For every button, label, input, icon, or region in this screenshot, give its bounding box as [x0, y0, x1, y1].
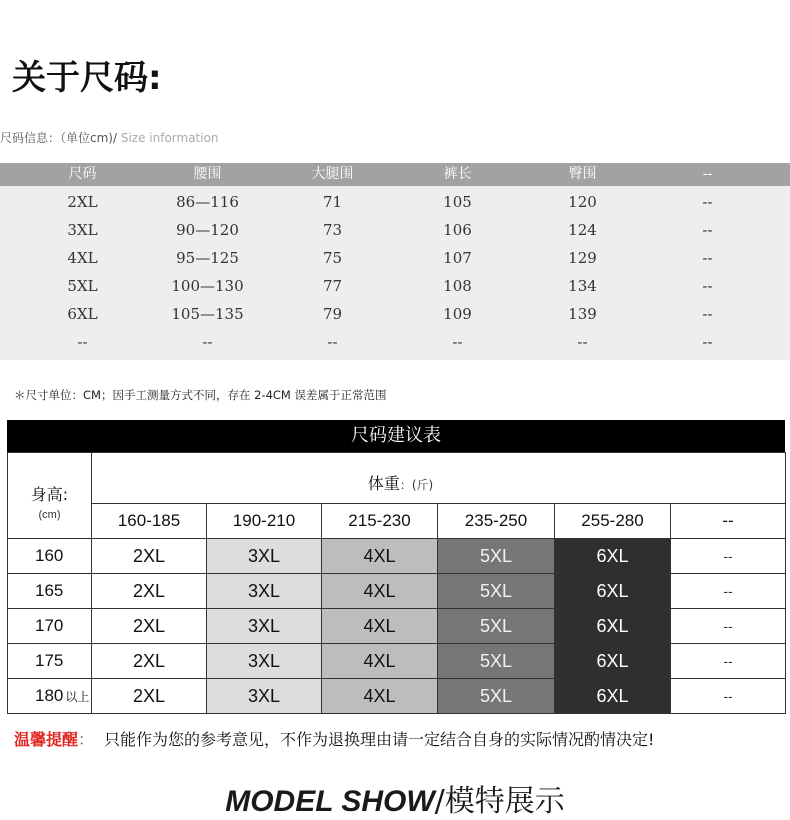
- height-row: [8, 679, 786, 714]
- size-table-header: [0, 163, 790, 186]
- header-extra: --: [702, 166, 713, 182]
- hip-cell: 134: [568, 277, 597, 295]
- header-thigh: 大腿围: [311, 166, 354, 182]
- height-value: 180: [35, 686, 64, 705]
- height-value: 175: [8, 644, 92, 679]
- size-cell: 3XL: [67, 221, 98, 239]
- size-cell: 6XL: [555, 644, 671, 679]
- extra-cell: --: [702, 333, 713, 351]
- thigh-cell: 71: [322, 193, 343, 211]
- height-row: [8, 539, 786, 574]
- length-cell: 108: [443, 277, 472, 295]
- size-cell: 2XL: [92, 574, 207, 609]
- length-cell: 107: [443, 249, 472, 267]
- size-info-english: Size information: [120, 131, 219, 145]
- hip-cell: 129: [568, 249, 597, 267]
- size-table-row: [20, 216, 770, 244]
- size-cell: 5XL: [67, 277, 98, 295]
- height-value: 160: [8, 539, 92, 574]
- height-header-cell: [8, 453, 92, 539]
- model-show-cn: /模特展示: [434, 784, 565, 819]
- size-table-header-row: [20, 163, 770, 186]
- recommend-top-row: [8, 453, 786, 504]
- weight-range-header: 235-250: [438, 504, 555, 539]
- size-cell: 2XL: [92, 679, 207, 714]
- reminder-text: 只能作为您的参考意见，不作为退换理由请一定结合自身的实际情况酌情决定!: [104, 730, 655, 749]
- size-cell: 4XL: [322, 644, 438, 679]
- waist-cell: 100—130: [171, 277, 244, 295]
- height-value-cell: [8, 679, 92, 714]
- height-row: [8, 609, 786, 644]
- hip-cell: 139: [568, 305, 597, 323]
- size-info-label: 尺码信息：（单位cm)/: [0, 131, 121, 145]
- size-table-row: [20, 272, 770, 300]
- weight-header-cell: [92, 453, 786, 504]
- weight-range-header: --: [671, 504, 786, 539]
- header-size: 尺码: [68, 166, 97, 182]
- extra-cell: --: [702, 193, 713, 211]
- thigh-cell: 75: [322, 249, 343, 267]
- size-cell: --: [671, 679, 786, 714]
- hip-cell: 124: [568, 221, 597, 239]
- size-cell: 5XL: [438, 609, 555, 644]
- extra-cell: --: [702, 305, 713, 323]
- size-cell: 4XL: [322, 609, 438, 644]
- page-title: 关于尺码:: [12, 58, 162, 98]
- size-table-row: [20, 328, 770, 356]
- reminder-label-group: [14, 730, 94, 750]
- recommend-title: 尺码建议表: [7, 420, 785, 452]
- hip-cell: --: [577, 333, 588, 351]
- size-cell: 6XL: [555, 574, 671, 609]
- waist-cell: 105—135: [171, 305, 244, 323]
- length-cell: --: [452, 333, 463, 351]
- height-row: [8, 574, 786, 609]
- reminder-label: 温馨提醒: [14, 730, 79, 749]
- height-value: 165: [8, 574, 92, 609]
- waist-cell: --: [202, 333, 213, 351]
- height-row: [8, 644, 786, 679]
- weight-range-row: [8, 504, 786, 539]
- height-label: 身高:: [30, 485, 69, 504]
- size-table-row: [20, 300, 770, 328]
- header-length: 裤长: [443, 166, 472, 182]
- recommend-table: [7, 452, 786, 714]
- size-table-row: [20, 244, 770, 272]
- size-cell: 5XL: [438, 644, 555, 679]
- model-show-heading: [0, 785, 790, 819]
- size-cell: 2XL: [67, 193, 98, 211]
- size-cell: 3XL: [207, 539, 322, 574]
- weight-range-header: 190-210: [207, 504, 322, 539]
- height-suffix: 以上: [65, 690, 90, 704]
- size-info-line: [0, 130, 219, 146]
- thigh-cell: --: [327, 333, 338, 351]
- length-cell: 106: [443, 221, 472, 239]
- size-cell: 3XL: [207, 644, 322, 679]
- size-cell: 3XL: [207, 679, 322, 714]
- weight-range-header: 255-280: [555, 504, 671, 539]
- height-value: 170: [8, 609, 92, 644]
- extra-cell: --: [702, 249, 713, 267]
- weight-range-header: 160-185: [92, 504, 207, 539]
- size-cell: 6XL: [555, 609, 671, 644]
- size-cell: 2XL: [92, 539, 207, 574]
- thigh-cell: 73: [322, 221, 343, 239]
- length-cell: 105: [443, 193, 472, 211]
- size-table: [0, 163, 790, 360]
- extra-cell: --: [702, 277, 713, 295]
- height-unit: (cm): [38, 509, 61, 521]
- size-cell: --: [671, 609, 786, 644]
- weight-label: 体重: [367, 473, 400, 493]
- size-cell: 2XL: [92, 644, 207, 679]
- header-hip: 臀围: [568, 166, 597, 182]
- thigh-cell: 79: [322, 305, 343, 323]
- size-cell: --: [77, 333, 88, 351]
- hip-cell: 120: [568, 193, 597, 211]
- size-cell: 6XL: [67, 305, 98, 323]
- thigh-cell: 77: [322, 277, 343, 295]
- weight-unit: ：(斤): [399, 477, 434, 492]
- weight-range-header: 215-230: [322, 504, 438, 539]
- extra-cell: --: [702, 221, 713, 239]
- size-cell: --: [671, 539, 786, 574]
- size-cell: --: [671, 644, 786, 679]
- size-cell: 5XL: [438, 574, 555, 609]
- header-waist: 腰围: [193, 166, 222, 182]
- size-cell: 4XL: [67, 249, 98, 267]
- measurement-note: ＊尺寸单位：CM；因手工测量方式不同，存在 2-4CM 误差属于正常范围: [14, 388, 387, 402]
- size-cell: 6XL: [555, 539, 671, 574]
- model-show-en: MODEL SHOW: [225, 785, 435, 818]
- size-cell: 4XL: [322, 539, 438, 574]
- waist-cell: 86—116: [176, 193, 239, 211]
- size-cell: 2XL: [92, 609, 207, 644]
- size-cell: 6XL: [555, 679, 671, 714]
- size-cell: 3XL: [207, 574, 322, 609]
- waist-cell: 90—120: [176, 221, 239, 239]
- size-cell: 4XL: [322, 679, 438, 714]
- size-cell: 4XL: [322, 574, 438, 609]
- size-cell: 5XL: [438, 539, 555, 574]
- length-cell: 109: [443, 305, 472, 323]
- size-cell: --: [671, 574, 786, 609]
- size-table-row: [20, 188, 770, 216]
- reminder-colon: ：: [78, 730, 95, 749]
- waist-cell: 95—125: [176, 249, 239, 267]
- size-cell: 3XL: [207, 609, 322, 644]
- size-cell: 5XL: [438, 679, 555, 714]
